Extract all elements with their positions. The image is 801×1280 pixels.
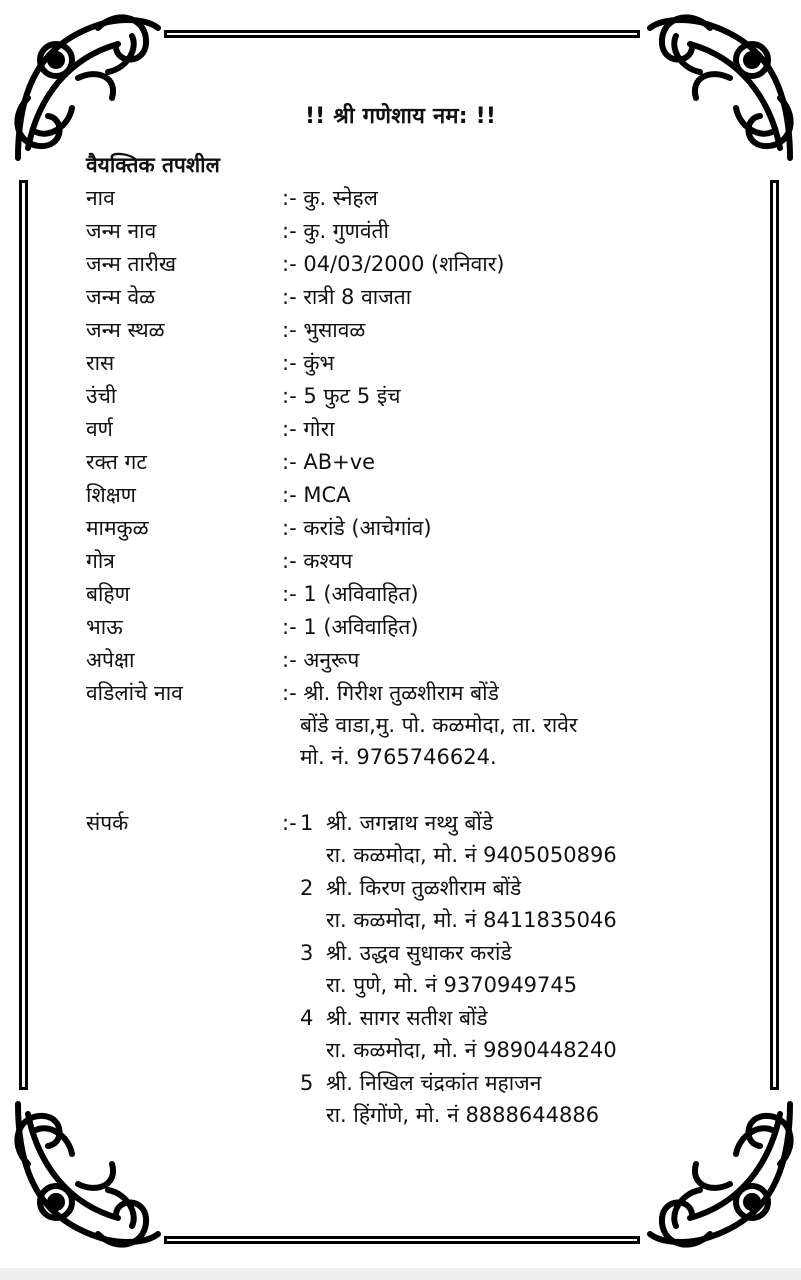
detail-value: :- 5 फुट 5 इंच (282, 384, 401, 408)
contact-prefix: :- (282, 811, 297, 835)
detail-label: भाऊ (86, 615, 123, 639)
contact-number: 3 (300, 941, 314, 965)
ornament-corner-icon (640, 1094, 800, 1254)
detail-label: वडिलांचे नाव (86, 681, 183, 705)
detail-label: रास (86, 351, 115, 375)
detail-label: उंची (86, 384, 117, 408)
detail-value: :- गोरा (282, 417, 335, 441)
ornament-corner-icon (640, 8, 800, 168)
contact-name: श्री. किरण तुळशीराम बोंडे (326, 876, 522, 900)
detail-value: :- AB+ve (282, 450, 376, 474)
ornament-corner-icon (8, 8, 168, 168)
detail-label: जन्म वेळ (86, 285, 156, 309)
contact-name: श्री. निखिल चंद्रकांत महाजन (326, 1071, 542, 1095)
detail-value: :- भुसावळ (282, 318, 366, 342)
detail-label: मामकुळ (86, 516, 149, 540)
contact-label: संपर्क (86, 811, 129, 835)
father-phone: मो. नं. 9765746624. (300, 745, 497, 769)
detail-value: :- कु. गुणवंती (282, 219, 389, 243)
father-address: बोंडे वाडा,मु. पो. कळमोदा, ता. रावेर (300, 713, 578, 737)
contact-number: 2 (300, 876, 314, 900)
contact-info: रा. कळमोदा, मो. नं 8411835046 (326, 908, 617, 932)
detail-label: वर्ण (86, 417, 113, 441)
detail-label: जन्म नाव (86, 219, 157, 243)
detail-value: :- करांडे (आचेगांव) (282, 516, 432, 540)
contact-name: श्री. सागर सतीश बोंडे (326, 1006, 488, 1030)
detail-value: :- कश्यप (282, 549, 353, 573)
detail-value: :- कुंभ (282, 351, 335, 375)
detail-label: गोत्र (86, 549, 115, 573)
border-bottom (164, 1236, 640, 1244)
detail-value: :- 04/03/2000 (शनिवार) (282, 252, 505, 276)
contact-info: रा. हिंगोंणे, मो. नं 8888644886 (326, 1103, 600, 1127)
border-right (770, 180, 779, 1090)
detail-label: रक्त गट (86, 450, 147, 474)
contact-name: श्री. उद्धव सुधाकर करांडे (326, 941, 512, 965)
ornament-corner-icon (8, 1094, 168, 1254)
contact-number: 1 (300, 811, 314, 835)
detail-value: :- रात्री 8 वाजता (282, 285, 412, 309)
contact-name: श्री. जगन्नाथ नथ्थु बोंडे (326, 811, 494, 835)
bottom-strip (0, 1268, 801, 1280)
detail-value: :- 1 (अविवाहित) (282, 582, 419, 606)
detail-label: नाव (86, 186, 115, 210)
contact-info: रा. पुणे, मो. नं 9370949745 (326, 973, 578, 997)
border-top (164, 30, 640, 38)
detail-value: :- अनुरूप (282, 648, 360, 672)
section-title: वैयक्तिक तपशील (86, 153, 220, 177)
detail-label: जन्म तारीख (86, 252, 177, 276)
page-heading: !! श्री गणेशाय नम: !! (304, 104, 497, 129)
contact-info: रा. कळमोदा, मो. नं 9405050896 (326, 843, 617, 867)
detail-label: शिक्षण (86, 483, 136, 507)
detail-value: :- कु. स्नेहल (282, 186, 378, 210)
detail-label: जन्म स्थळ (86, 318, 165, 342)
border-left (19, 180, 28, 1090)
contact-number: 5 (300, 1071, 314, 1095)
detail-value: :- 1 (अविवाहित) (282, 615, 419, 639)
contact-number: 4 (300, 1006, 314, 1030)
detail-value: :- MCA (282, 483, 351, 507)
detail-value: :- श्री. गिरीश तुळशीराम बोंडे (282, 681, 499, 705)
contact-info: रा. कळमोदा, मो. नं 9890448240 (326, 1038, 617, 1062)
detail-label: बहिण (86, 582, 130, 606)
detail-label: अपेक्षा (86, 648, 135, 672)
